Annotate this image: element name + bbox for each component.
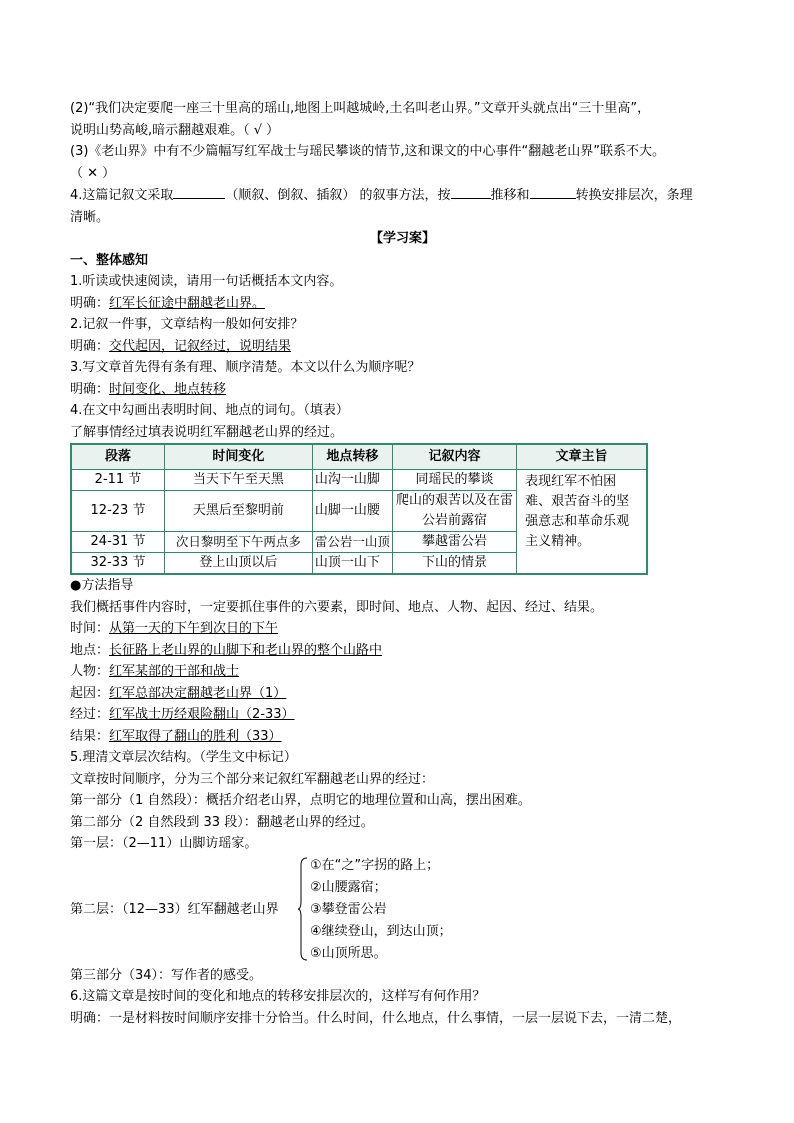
question-s1: 1.听读或快速阅读，请用一句话概括本文内容。 xyxy=(70,274,343,289)
cell-time: 登上山顶以后 xyxy=(165,553,313,575)
question-s2: 2.记叙一件事，文章结构一般如何安排？ xyxy=(70,317,304,332)
question-3-line2: （ ✕ ） xyxy=(70,165,116,181)
element-value: 红军战士历经艰险翻山（2-33） xyxy=(109,707,295,722)
element-label: 时间： xyxy=(70,621,110,636)
list-item: ②山腰露宿； xyxy=(310,879,387,895)
header-place: 地点转移 xyxy=(312,444,392,470)
answer-label: 明确： xyxy=(70,295,110,311)
method-title: ●方法指导 xyxy=(70,578,134,593)
brace-icon xyxy=(298,857,308,961)
answer-s3 xyxy=(70,379,735,401)
question-3-line1: (3)《老山界》中有不少篇幅写红军战士与瑶民攀谈的情节,这和课文的中心事件“翻越老山界”联系不大。 xyxy=(70,144,666,159)
question-s3: 3.写文章首先得有条有理、顺序清楚。本文以什么为顺序呢？ xyxy=(70,360,421,375)
table-header-row xyxy=(71,444,647,470)
element-label: 起因： xyxy=(70,685,110,701)
blank-1 xyxy=(173,184,225,199)
cell-place: 山沟一山脚 xyxy=(312,470,392,491)
answer-text: 交代起因，记叙经过，说明结果 xyxy=(109,338,292,354)
cell-theme: 表现红军不怕困难、艰苦奋斗的坚强意志和革命乐观主义精神。 xyxy=(517,470,647,575)
table-row xyxy=(71,470,647,491)
question-s4: 4.在文中勾画出表明时间、地点的词句。（填表） xyxy=(70,403,349,418)
list-item: ①在“之”字拐的路上； xyxy=(310,857,440,873)
cell-paragraph: 24-31 节 xyxy=(71,532,165,553)
answer-s6: 明确：一是材料按时间顺序安排十分恰当。什么时间，什么地点，什么事情，一层一层说下去，一清二楚， xyxy=(70,1010,682,1026)
question-s6: 6.这篇文章是按时间的变化和地点的转移安排层次的，这样写有何作用？ xyxy=(70,989,486,1004)
answer-text: 红军长征途中翻越老山界。 xyxy=(109,295,266,311)
part-3: 第三部分（34）：写作者的感受。 xyxy=(70,967,263,983)
answer-label: 明确： xyxy=(70,381,110,397)
table-intro: 了解事情经过填表说明红军翻越老山界的经过。 xyxy=(70,424,344,440)
answer-text: 时间变化、地点转移 xyxy=(109,381,227,397)
answer-label: 明确： xyxy=(70,338,110,354)
cell-place: 山脚一山腰 xyxy=(312,491,392,532)
cell-content: 同瑶民的攀谈 xyxy=(392,470,516,491)
blank-2 xyxy=(451,184,491,199)
question-2-line1: (2)“我们决定要爬一座三十里高的瑶山,地图上叫越城岭,土名叫老山界。”文章开头就点出“三十里高”， xyxy=(70,101,651,116)
element-process xyxy=(70,704,735,726)
header-content: 记叙内容 xyxy=(392,444,516,470)
element-label: 地点： xyxy=(70,642,110,658)
element-time xyxy=(70,618,735,640)
method-text: 我们概括事件内容时，一定要抓住事件的六要素，即时间、地点、人物、起因、经过、结果。 xyxy=(70,599,604,615)
cell-content: 攀越雷公岩 xyxy=(392,532,516,553)
heading-overall: 一、整体感知 xyxy=(70,252,149,268)
element-value: 红军某部的干部和战士 xyxy=(109,664,240,679)
layer-2-items xyxy=(310,855,452,965)
cell-time: 当天下午至天黑 xyxy=(165,470,313,491)
cell-time: 天黑后至黎明前 xyxy=(165,491,313,532)
blank-3 xyxy=(530,184,576,199)
element-value: 红军取得了翻山的胜利（33） xyxy=(109,728,282,744)
section-title: 【学习案】 xyxy=(369,231,435,246)
element-value: 长征路上老山界的山脚下和老山界的整个山路中 xyxy=(109,642,383,658)
cell-content: 下山的情景 xyxy=(392,553,516,575)
question-4-line2: 清晰。 xyxy=(70,209,110,225)
cell-place: 山顶一山下 xyxy=(312,553,392,575)
events-table xyxy=(70,443,648,575)
element-label: 人物： xyxy=(70,664,110,679)
element-people xyxy=(70,661,735,683)
cell-content: 爬山的艰苦以及在雷公岩前露宿 xyxy=(392,491,516,532)
question-4-line1 xyxy=(70,184,735,207)
list-item: ③攀登雷公岩 xyxy=(310,901,387,917)
layer-1: 第一层：（2—11）山脚访瑶家。 xyxy=(70,836,258,851)
list-item: ⑤山顶所思。 xyxy=(310,945,387,961)
list-item: ④继续登山，到达山顶； xyxy=(310,923,452,939)
q4-text-a: 4.这篇记叙文采取 xyxy=(70,188,174,203)
header-paragraph: 段落 xyxy=(71,444,165,470)
cell-place: 雷公岩一山顶 xyxy=(312,532,392,553)
element-cause xyxy=(70,683,735,705)
header-theme: 文章主旨 xyxy=(517,444,647,470)
element-result xyxy=(70,726,735,748)
q4-text-c: 推移和 xyxy=(490,188,530,203)
layer-2-block xyxy=(70,855,735,965)
document-page xyxy=(70,98,735,1029)
cell-paragraph: 12-23 节 xyxy=(71,491,165,532)
element-value: 红军总部决定翻越老山界（1） xyxy=(109,685,287,701)
header-time: 时间变化 xyxy=(165,444,313,470)
element-value: 从第一天的下午到次日的下午 xyxy=(109,621,279,636)
q4-text-b: （顺叙、倒叙、插叙） 的叙事方法，按 xyxy=(225,188,451,203)
layer-2: 第二层：（12—33）红军翻越老山界 xyxy=(70,901,279,917)
cell-time: 次日黎明至下午两点多 xyxy=(165,532,313,553)
part-1: 第一部分（1 自然段）：概括介绍老山界，点明它的地理位置和山高，摆出困难。 xyxy=(70,793,531,808)
part-2: 第二部分（2 自然段到 33 段）：翻越老山界的经过。 xyxy=(70,814,374,830)
answer-s2 xyxy=(70,336,735,358)
question-s5: 5.理清文章层次结构。（学生文中标记） xyxy=(70,750,297,765)
element-label: 经过： xyxy=(70,707,110,722)
element-place xyxy=(70,640,735,662)
question-2-line2: 说明山势高峻,暗示翻越艰难。（ √ ） xyxy=(70,122,280,138)
cell-paragraph: 2-11 节 xyxy=(71,470,165,491)
answer-s5: 文章按时间顺序，分为三个部分来记叙红军翻越老山界的经过： xyxy=(70,771,435,787)
element-label: 结果： xyxy=(70,728,110,744)
answer-s1 xyxy=(70,293,735,315)
q4-text-d: 转换安排层次，条理 xyxy=(575,188,693,203)
cell-paragraph: 32-33 节 xyxy=(71,553,165,575)
